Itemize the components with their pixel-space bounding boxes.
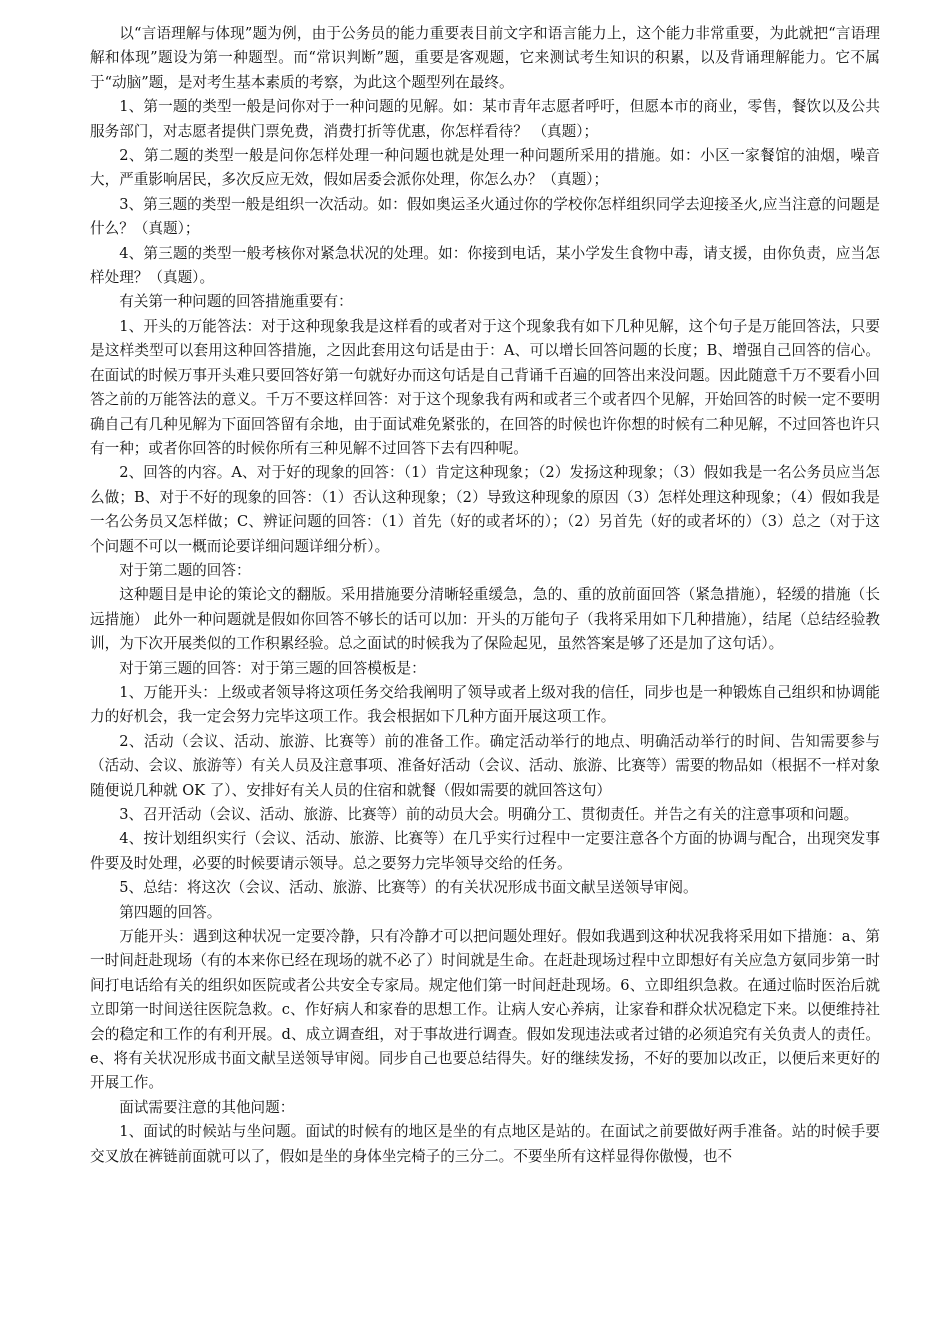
section-heading-fourth-answer: 第四题的回答。 [119,903,222,921]
section-heading-second-answer: 对于第二题的回答： [119,561,251,579]
paragraph-question-type-1: 1、第一题的类型一般是问你对于一种问题的见解。如：某市青年志愿者呼吁，但愿本市的商业，零售，餐饮以及公共服务部门，对志愿者提供门票免费，消费打折等优惠，你怎样看待？ （真题）； [90,98,880,140]
paragraph-question-type-3: 3、第三题的类型一般是组织一次活动。如：假如奥运圣火通过你的学校你怎样组织同学去迎接圣火,应当注意的问题是什么？（真题）； [90,195,880,238]
paragraph-universal-opening: 1、开头的万能答法：对于这种现象我是这样看的或者对于这个现象我有如下几种见解，这个句子是万能回答法，只要是这样类型可以套用这种回答措施，之因此套用这句话是由于：A、可以增长回答问题的长度；B、增强自己回答的信心。在面试的时候万事开头难只要回答好第一句就好办而这句话是自己背诵千百遍的回答出来没问题。因此随意千万不要看小回答之前的万能答法的意义。千万不要这样回答：对于这个现象我有两和或者三个或者四个见解，开始回答的时候一定不要明确自己有几种见解为下面回答留有余地，由于面试难免紧张的，在回答的时候也许你想的时候有二种见解，不过回答也许只有一种；或者你回答的时候你所有三种见解不过回答下去有四种呢。 [90,317,880,457]
section-heading-first-answer: 有关第一种问题的回答措施重要有： [119,293,353,311]
section-heading-third-answer: 对于第三题的回答：对于第三题的回答模板是： [119,659,426,677]
document-page [90,22,880,1169]
paragraph-other-issue-1: 1、面试的时候站与坐问题。面试的时候有的地区是坐的有点地区是站的。在面试之前要做好两手准备。站的时候手要交叉放在裤链前面就可以了，假如是坐的身体坐完椅子的三分二。不要坐所有这样显得你傲慢，也不 [90,1123,880,1165]
paragraph-second-answer-body: 这种题目是申论的策论文的翻版。采用措施要分清晰轻重缓急，急的、重的放前面回答（紧急措施），轻缓的措施（长远措施） 此外一种问题就是假如你回答不够长的话可以加：开头的万能句子（我将采用如下几种措施），结尾（总结经验教训，为下次开展类似的工作积累经验。总之面试的时候我为了保险起见，虽然答案是够了还是加了这句话）。 [90,586,880,653]
paragraph-third-step-1: 1、万能开头：上级或者领导将这项任务交给我阐明了领导或者上级对我的信任，同步也是一种锻炼自己组织和协调能力的好机会，我一定会努力完毕这项工作。我会根据如下几种方面开展这项工作。 [90,683,880,726]
paragraph-third-step-5: 5、总结：将这次（会议、活动、旅游、比赛等）的有关状况形成书面文献呈送领导审阅。 [119,879,698,897]
paragraph-intro: 以“言语理解与体现”题为例，由于公务员的能力重要表目前文字和语言能力上，这个能力非常重要，为此就把“言语理解和体现”题设为第一种题型。而“常识判断”题，重要是客观题，它来测试考生知识的积累，以及背诵理解能力。它不属于“动脑”题，是对考生基本素质的考察，为此这个题型列在最终。 [90,25,880,91]
section-heading-other-issues: 面试需要注意的其他问题： [119,1098,295,1116]
paragraph-fourth-answer-body: 万能开头：遇到这种状况一定要冷静，只有冷静才可以把问题处理好。假如我遇到这种状况我将采用如下措施：a、第一时间赶赴现场（有的本来你已经在现场的就不必了）时间就是生命。在赶赴现场过程中立即想好有关应急方氨同步第一时间打电话给有关的组织如医院或者公共安全专家局。规定他们第一时间赶赴现场。6、立即组织急救。在通过临时医治后就立即第一时间送往医院急救。c、作好病人和家眷的思想工作。让病人安心养病，让家眷和群众状况稳定下来。以便维持社会的稳定和工作的有利开展。d、成立调查组，对于事故进行调查。假如发现违法或者过错的必须追究有关负责人的责任。e、将有关状况形成书面文献呈送领导审阅。同步自己也要总结得失。好的继续发扬，不好的要加以改正，以便后来更好的开展工作。 [90,928,880,1092]
paragraph-third-step-4: 4、按计划组织实行（会议、活动、旅游、比赛等）在几乎实行过程中一定要注意各个方面的协调与配合，出现突发事件要及时处理，必要的时候要请示领导。总之要努力完毕领导交给的任务。 [90,830,880,872]
paragraph-third-step-3: 3、召开活动（会议、活动、旅游、比赛等）前的动员大会。明确分工、贯彻责任。并告之有关的注意事项和问题。 [119,806,859,823]
paragraph-question-type-2: 2、第二题的类型一般是问你怎样处理一种问题也就是处理一种问题所采用的措施。如：小区一家餐馆的油烟，噪音大，严重影响居民，多次反应无效，假如居委会派你处理，你怎么办？（真题）； [90,147,880,189]
paragraph-question-type-4: 4、第三题的类型一般考核你对紧急状况的处理。如：你接到电话，某小学发生食物中毒，请支援，由你负责，应当怎样处理？（真题）。 [90,244,880,287]
paragraph-third-step-2: 2、活动（会议、活动、旅游、比赛等）前的准备工作。确定活动举行的地点、明确活动举行的时间、告知需要参与（活动、会议、旅游等）有关人员及注意事项、准备好活动（会议、活动、旅游、比赛等）需要的物品如（根据不一样对象随便说几种就 OK 了）、安排好有关人员的住宿和就餐（假如需要的就回答这句） [90,732,880,799]
paragraph-answer-content: 2、回答的内容。A、对于好的现象的回答：（1）肯定这种现象；（2）发扬这种现象；（3）假如我是一名公务员应当怎么做；B、对于不好的现象的回答：（1）否认这种现象；（2）导致这种现象的原因（3）怎样处理这种现象；（4）假如我是一名公务员又怎样做；C、辨证问题的回答：（1）首先（好的或者坏的）；（2）另首先（好的或者坏的）（3）总之（对于这个问题不可以一概而论要详细问题详细分析）。 [90,464,880,555]
